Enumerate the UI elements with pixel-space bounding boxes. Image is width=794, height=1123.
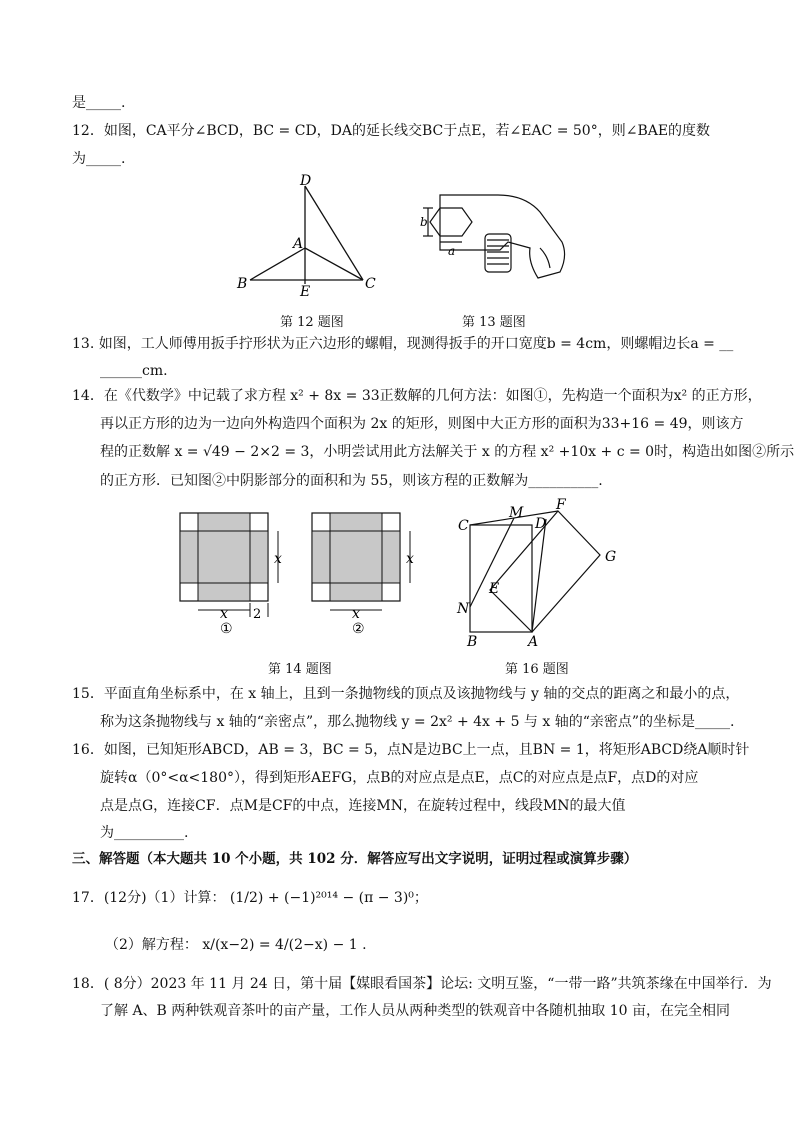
question-17-part2: （2）解方程： x/(x−2) = 4/(2−x) − 1 . <box>105 937 367 953</box>
label-A: A <box>293 236 304 252</box>
label-a: a <box>448 244 456 258</box>
label-N: N <box>457 601 470 617</box>
label-G: G <box>605 549 617 565</box>
label-C: C <box>365 276 376 292</box>
question-16: 16．如图，已知矩形ABCD，AB = 3，BC = 5，点N是边BC上一点，且BN = 1，将矩形ABCD绕A顺时针 <box>72 742 750 758</box>
label-F: F <box>556 497 566 513</box>
label-x: x <box>274 551 282 567</box>
question-12-cont: 为_____. <box>72 151 126 167</box>
caption-fig12: 第 12 题图 <box>280 315 344 330</box>
label-M: M <box>509 505 524 521</box>
label-b: b <box>420 215 428 229</box>
question-14-line2: 再以正方形的边为一边向外构造四个面积为 2x 的矩形，则图中大正方形的面积为33+16 = 49，则该方 <box>100 416 744 432</box>
figure-12 <box>230 172 380 297</box>
figure-13 <box>410 190 570 290</box>
label-B: B <box>467 634 478 649</box>
label-x: x <box>220 606 228 622</box>
question-18-cont: 了解 A、B 两种铁观音茶叶的亩产量，工作人员从两种类型的铁观音中各随机抽取 10 亩，在完全相同 <box>100 1003 731 1019</box>
question-14-line3: 程的正数解 x = √49 − 2×2 = 3，小明尝试用此方法解关于 x 的方程 x² +10x + c = 0时，构造出如图②所示 <box>100 444 794 460</box>
text-line: 是_____. <box>72 95 126 111</box>
question-15-cont: 称为这条抛物线与 x 轴的“亲密点”，那么抛物线 y = 2x² + 4x + 5 与 x 轴的“亲密点”的坐标是_____. <box>100 714 735 730</box>
label-circle-1: ① <box>220 621 233 637</box>
question-17: 17．(12分)（1）计算： (1/2) + (−1)²⁰¹⁴ − (π − 3)⁰； <box>72 890 428 906</box>
label-x: x <box>406 551 414 567</box>
figure-14-2 <box>302 505 427 640</box>
question-13: 13. 如图，工人师傅用扳手拧形状为正六边形的螺帽，现测得扳手的开口宽度b = 4cm，则螺帽边长a = __ <box>72 336 734 352</box>
question-13-cont: ______cm. <box>100 363 168 379</box>
caption-fig16: 第 16 题图 <box>505 662 569 677</box>
question-14-line4: 的正方形．已知图②中阴影部分的面积和为 55，则该方程的正数解为__________. <box>100 473 603 489</box>
caption-fig13: 第 13 题图 <box>462 315 526 330</box>
question-14: 14．在《代数学》中记载了求方程 x² + 8x = 33正数解的几何方法：如图①，先构造一个面积为x² 的正方形， <box>72 388 762 404</box>
caption-fig14: 第 14 题图 <box>268 662 332 677</box>
label-x: x <box>352 606 360 622</box>
section-3-heading: 三、解答题（本大题共 10 个小题，共 102 分．解答应写出文字说明，证明过程或演算步骤） <box>72 851 638 867</box>
label-E: E <box>489 581 500 597</box>
question-16-line3: 点是点G，连接CF．点M是CF的中点，连接MN，在旋转过程中，线段MN的最大值 <box>100 798 626 814</box>
label-A: A <box>528 634 539 649</box>
figure-14-1 <box>170 505 295 640</box>
label-D: D <box>535 516 547 532</box>
label-circle-2: ② <box>352 621 365 637</box>
figure-16 <box>450 497 630 649</box>
question-15: 15．平面直角坐标系中，在 x 轴上，且到一条抛物线的顶点及该抛物线与 y 轴的交点的距离之和最小的点， <box>72 686 740 702</box>
question-16-line4: 为__________. <box>100 825 189 841</box>
label-C: C <box>458 518 469 534</box>
label-D: D <box>300 173 312 189</box>
label-B: B <box>237 276 248 292</box>
label-2: 2 <box>253 607 262 622</box>
question-16-line2: 旋转α（0°<α<180°），得到矩形AEFG，点B的对应点是点E，点C的对应点是点F，点D的对应 <box>100 770 699 786</box>
label-E: E <box>300 284 311 297</box>
question-12: 12．如图，CA平分∠BCD，BC = CD，DA的延长线交BC于点E，若∠EAC = 50°，则∠BAE的度数 <box>72 123 711 139</box>
question-18: 18．( 8分）2023 年 11 月 24 日，第十届【媒眼看国茶】论坛: 文明互鉴，“一带一路”共筑茶缘在中国举行．为 <box>72 976 772 992</box>
